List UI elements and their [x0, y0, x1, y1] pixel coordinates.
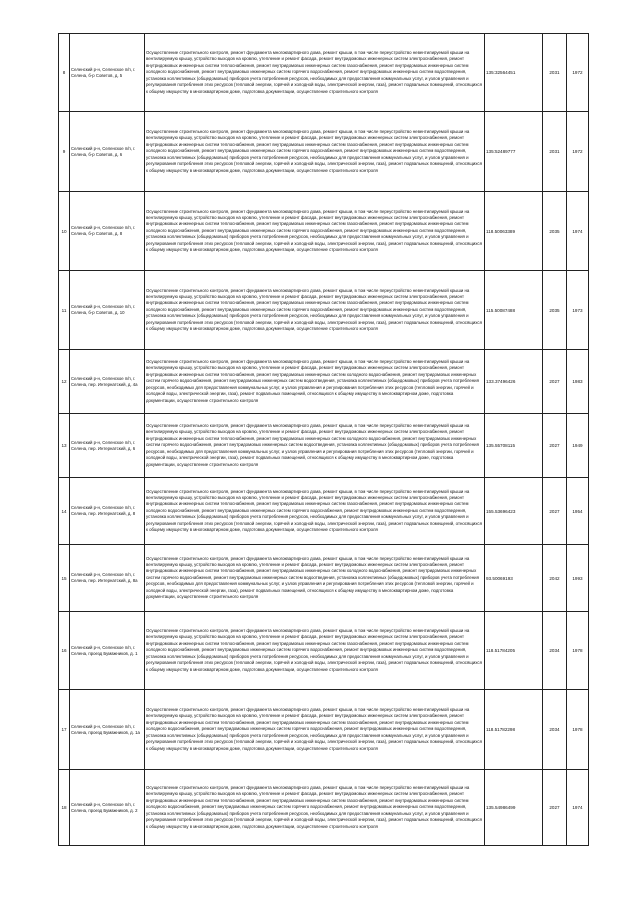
- cadastral-number-cell: 118.51784205: [485, 612, 543, 690]
- address-cell: Селенский р-н, Селенское п/п, г. Селена, проезд Бумажников, д. 2: [70, 770, 145, 846]
- table-row: [59, 34, 589, 112]
- row-number: 11: [59, 271, 70, 350]
- row-number: 14: [59, 478, 70, 545]
- planned-year-cell: 2034: [543, 690, 567, 770]
- cadastral-number-cell: 135.55708115: [485, 414, 543, 478]
- planned-year-cell: 2027: [543, 478, 567, 545]
- table-row: [59, 350, 589, 414]
- works-description-cell: Осуществление строительного контроля, ремонт фундамента многоквартирного дома, ремонт крыши, в том числе переустройство невентилируемой крыши на вентилируемую крышу, устройство выходов на кровлю, утепление и ремонт фасада, ремонт внутридомовых инженерных систем электроснабжения, ремонт внутридомовых инженерных систем теплоснабжения, ремонт внутридомовых инженерных систем холодного водоснабжения, ремонт внутридомовых инженерных систем горячего водоснабжения, ремонт внутридомовых инженерных систем водоотведения, установка коллективных (общедомовых) приборов учета потребления ресурсов, необходимых для предоставления коммунальных услуг, и узлов управления и регулирования потребления этих ресурсов (тепловой энергии, горячей и холодной воды, электрической энергии, газа), ремонт подвальных помещений, относящихся к общему имуществу в многоквартирном доме, подготовка документации, осуществление строительного контроля: [145, 350, 485, 414]
- planned-year-cell: 2034: [543, 612, 567, 690]
- address-cell: Селенский р-н, Селенское п/п, г. Селена, проезд Бумажников, д. 1: [70, 612, 145, 690]
- address-cell: Селенский р-н, Селенское п/п, г. Селена, проезд Бумажников, д. 1а: [70, 690, 145, 770]
- cadastral-number-cell: 118.50063389: [485, 192, 543, 271]
- cadastral-number-cell: 118.51782298: [485, 690, 543, 770]
- table-row: [59, 112, 589, 192]
- works-description-cell: Осуществление строительного контроля, ремонт фундамента многоквартирного дома, ремонт крыши, в том числе переустройство невентилируемой крыши на вентилируемую крышу, устройство выходов на кровлю, утепление и ремонт фасада, ремонт внутридомовых инженерных систем электроснабжения, ремонт внутридомовых инженерных систем теплоснабжения, ремонт внутридомовых инженерных систем газоснабжения, ремонт внутридомовых инженерных систем холодного водоснабжения, ремонт внутридомовых инженерных систем горячего водоснабжения, ремонт внутридомовых инженерных систем водоотведения, установка коллективных (общедомовых) приборов учета потребления ресурсов, необходимых для предоставления коммунальных услуг, и узлов управления и регулирования потребления этих ресурсов (тепловой энергии, горячей и холодной воды, электрической энергии, газа), ремонт подвальных помещений, относящихся к общему имуществу в многоквартирном доме, подготовка документации, осуществление строительного контроля: [145, 34, 485, 112]
- row-number: 15: [59, 545, 70, 612]
- works-description-cell: Осуществление строительного контроля, ремонт фундамента многоквартирного дома, ремонт крыши, в том числе переустройство невентилируемой крыши на вентилируемую крышу, устройство выходов на кровлю, утепление и ремонт фасада, ремонт внутридомовых инженерных систем электроснабжения, ремонт внутридомовых инженерных систем теплоснабжения, ремонт внутридомовых инженерных систем газоснабжения, ремонт внутридомовых инженерных систем холодного водоснабжения, ремонт внутридомовых инженерных систем горячего водоснабжения, ремонт внутридомовых инженерных систем водоотведения, установка коллективных (общедомовых) приборов учета потребления ресурсов, необходимых для предоставления коммунальных услуг, и узлов управления и регулирования потребления этих ресурсов (тепловой энергии, горячей и холодной воды, электрической энергии, газа), ремонт подвальных помещений, относящихся к общему имуществу в многоквартирном доме, подготовка документации, осуществление строительного контроля: [145, 271, 485, 350]
- table-row: [59, 690, 589, 770]
- planned-year-cell: 2027: [543, 350, 567, 414]
- build-year-cell: 1973: [567, 271, 589, 350]
- planned-year-cell: 2035: [543, 192, 567, 271]
- row-number: 13: [59, 414, 70, 478]
- table-row: [59, 192, 589, 271]
- address-cell: Селенский р-н, Селенское п/п, г. Селена, б-р Советов, д. 8: [70, 192, 145, 271]
- build-year-cell: 1983: [567, 350, 589, 414]
- row-number: 12: [59, 350, 70, 414]
- works-description-cell: Осуществление строительного контроля, ремонт фундамента многоквартирного дома, ремонт крыши, в том числе переустройство невентилируемой крыши на вентилируемую крышу, устройство выходов на кровлю, утепление и ремонт фасада, ремонт внутридомовых инженерных систем электроснабжения, ремонт внутридомовых инженерных систем теплоснабжения, ремонт внутридомовых инженерных систем газоснабжения, ремонт внутридомовых инженерных систем холодного водоснабжения, ремонт внутридомовых инженерных систем горячего водоснабжения, ремонт внутридомовых инженерных систем водоотведения, установка коллективных (общедомовых) приборов учета потребления ресурсов, необходимых для предоставления коммунальных услуг, и узлов управления и регулирования потребления этих ресурсов (тепловой энергии, горячей и холодной воды, электрической энергии, газа), ремонт подвальных помещений, относящихся к общему имуществу в многоквартирном доме, подготовка документации, осуществление строительного контроля: [145, 478, 485, 545]
- row-number: 10: [59, 192, 70, 271]
- table-row: [59, 271, 589, 350]
- table-row: [59, 545, 589, 612]
- cadastral-number-cell: 135.54986499: [485, 770, 543, 846]
- works-description-cell: Осуществление строительного контроля, ремонт фундамента многоквартирного дома, ремонт крыши, в том числе переустройство невентилируемой крыши на вентилируемую крышу, устройство выходов на кровлю, утепление и ремонт фасада, ремонт внутридомовых инженерных систем электроснабжения, ремонт внутридомовых инженерных систем теплоснабжения, ремонт внутридомовых инженерных систем газоснабжения, ремонт внутридомовых инженерных систем холодного водоснабжения, ремонт внутридомовых инженерных систем горячего водоснабжения, ремонт внутридомовых инженерных систем водоотведения, установка коллективных (общедомовых) приборов учета потребления ресурсов, необходимых для предоставления коммунальных услуг, и узлов управления и регулирования потребления этих ресурсов (тепловой энергии, горячей и холодной воды, электрической энергии, газа), ремонт подвальных помещений, относящихся к общему имуществу в многоквартирном доме, подготовка документации, осуществление строительного контроля: [145, 690, 485, 770]
- address-cell: Селенский р-н, Селенское п/п, г. Селена, пер. Интернатский, д. 6: [70, 414, 145, 478]
- cadastral-number-cell: 93.50069193: [485, 545, 543, 612]
- works-table: [58, 33, 589, 846]
- works-description-cell: Осуществление строительного контроля, ремонт фундамента многоквартирного дома, ремонт крыши, в том числе переустройство невентилируемой крыши на вентилируемую крышу, устройство выходов на кровлю, утепление и ремонт фасада, ремонт внутридомовых инженерных систем электроснабжения, ремонт внутридомовых инженерных систем теплоснабжения, ремонт внутридомовых инженерных систем холодного водоснабжения, ремонт внутридомовых инженерных систем горячего водоснабжения, ремонт внутридомовых инженерных систем водоотведения, установка коллективных (общедомовых) приборов учета потребления ресурсов, необходимых для предоставления коммунальных услуг, и узлов управления и регулирования потребления этих ресурсов (тепловой энергии, горячей и холодной воды, электрической энергии, газа), ремонт подвальных помещений, относящихся к общему имуществу в многоквартирном доме, подготовка документации, осуществление строительного контроля: [145, 414, 485, 478]
- build-year-cell: 1978: [567, 690, 589, 770]
- planned-year-cell: 2035: [543, 271, 567, 350]
- works-description-cell: Осуществление строительного контроля, ремонт фундамента многоквартирного дома, ремонт крыши, в том числе переустройство невентилируемой крыши на вентилируемую крышу, устройство выходов на кровлю, утепление и ремонт фасада, ремонт внутридомовых инженерных систем электроснабжения, ремонт внутридомовых инженерных систем теплоснабжения, ремонт внутридомовых инженерных систем газоснабжения, ремонт внутридомовых инженерных систем холодного водоснабжения, ремонт внутридомовых инженерных систем горячего водоснабжения, ремонт внутридомовых инженерных систем водоотведения, установка коллективных (общедомовых) приборов учета потребления ресурсов, необходимых для предоставления коммунальных услуг, и узлов управления и регулирования потребления этих ресурсов (тепловой энергии, горячей и холодной воды, электрической энергии, газа), ремонт подвальных помещений, относящихся к общему имуществу в многоквартирном доме, подготовка документации, осуществление строительного контроля: [145, 112, 485, 192]
- build-year-cell: 1978: [567, 612, 589, 690]
- row-number: 9: [59, 112, 70, 192]
- cadastral-number-cell: 155.53696423: [485, 478, 543, 545]
- address-cell: Селенский р-н, Селенское п/п, г. Селена, б-р Советов, д. 6: [70, 112, 145, 192]
- table-row: [59, 478, 589, 545]
- address-cell: Селенский р-н, Селенское п/п, г. Селена, пер. Интернатский, д. 8: [70, 478, 145, 545]
- works-table-body: [59, 34, 589, 846]
- planned-year-cell: 2031: [543, 112, 567, 192]
- planned-year-cell: 2027: [543, 414, 567, 478]
- address-cell: Селенский р-н, Селенское п/п, г. Селена, б-р Советов, д. 10: [70, 271, 145, 350]
- cadastral-number-cell: 135:32564451: [485, 34, 543, 112]
- row-number: 8: [59, 34, 70, 112]
- build-year-cell: 1954: [567, 478, 589, 545]
- address-cell: Селенский р-н, Селенское п/п, г. Селена, пер. Интернатский, д. 8а: [70, 545, 145, 612]
- planned-year-cell: 2031: [543, 34, 567, 112]
- row-number: 17: [59, 690, 70, 770]
- address-cell: Селенский р-н, Селенское п/п, г. Селена, б-р Советов, д. 5: [70, 34, 145, 112]
- build-year-cell: 1949: [567, 414, 589, 478]
- row-number: 16: [59, 612, 70, 690]
- works-description-cell: Осуществление строительного контроля, ремонт фундамента многоквартирного дома, ремонт крыши, в том числе переустройство невентилируемой крыши на вентилируемую крышу, устройство выходов на кровлю, утепление и ремонт фасада, ремонт внутридомовых инженерных систем электроснабжения, ремонт внутридомовых инженерных систем теплоснабжения, ремонт внутридомовых инженерных систем холодного водоснабжения, ремонт внутридомовых инженерных систем горячего водоснабжения, ремонт внутридомовых инженерных систем водоотведения, установка коллективных (общедомовых) приборов учета потребления ресурсов, необходимых для предоставления коммунальных услуг, и узлов управления и регулирования потребления этих ресурсов (тепловой энергии, горячей и холодной воды, электрической энергии, газа), ремонт подвальных помещений, относящихся к общему имуществу в многоквартирном доме, подготовка документации, осуществление строительного контроля: [145, 545, 485, 612]
- build-year-cell: 1972: [567, 112, 589, 192]
- cadastral-number-cell: 135:52489777: [485, 112, 543, 192]
- build-year-cell: 1974: [567, 770, 589, 846]
- works-description-cell: Осуществление строительного контроля, ремонт фундамента многоквартирного дома, ремонт крыши, в том числе переустройство невентилируемой крыши на вентилируемую крышу, устройство выходов на кровлю, утепление и ремонт фасада, ремонт внутридомовых инженерных систем электроснабжения, ремонт внутридомовых инженерных систем теплоснабжения, ремонт внутридомовых инженерных систем газоснабжения, ремонт внутридомовых инженерных систем холодного водоснабжения, ремонт внутридомовых инженерных систем горячего водоснабжения, ремонт внутридомовых инженерных систем водоотведения, установка коллективных (общедомовых) приборов учета потребления ресурсов, необходимых для предоставления коммунальных услуг, и узлов управления и регулирования потребления этих ресурсов (тепловой энергии, горячей и холодной воды, электрической энергии, газа), ремонт подвальных помещений, относящихся к общему имуществу в многоквартирном доме, подготовка документации, осуществление строительного контроля: [145, 612, 485, 690]
- build-year-cell: 1974: [567, 192, 589, 271]
- table-row: [59, 612, 589, 690]
- planned-year-cell: 2027: [543, 770, 567, 846]
- build-year-cell: 1993: [567, 545, 589, 612]
- row-number: 18: [59, 770, 70, 846]
- address-cell: Селенский р-н, Селенское п/п, г. Селена, пер. Интернатский, д. 4а: [70, 350, 145, 414]
- build-year-cell: 1972: [567, 34, 589, 112]
- works-description-cell: Осуществление строительного контроля, ремонт фундамента многоквартирного дома, ремонт крыши, в том числе переустройство невентилируемой крыши на вентилируемую крышу, устройство выходов на кровлю, утепление и ремонт фасада, ремонт внутридомовых инженерных систем электроснабжения, ремонт внутридомовых инженерных систем теплоснабжения, ремонт внутридомовых инженерных систем газоснабжения, ремонт внутридомовых инженерных систем холодного водоснабжения, ремонт внутридомовых инженерных систем горячего водоснабжения, ремонт внутридомовых инженерных систем водоотведения, установка коллективных (общедомовых) приборов учета потребления ресурсов, необходимых для предоставления коммунальных услуг, и узлов управления и регулирования потребления этих ресурсов (тепловой энергии, горячей и холодной воды, электрической энергии, газа), ремонт подвальных помещений, относящихся к общему имуществу в многоквартирном доме, подготовка документации, осуществление строительного контроля: [145, 770, 485, 846]
- table-row: [59, 414, 589, 478]
- cadastral-number-cell: 133.37496426: [485, 350, 543, 414]
- works-description-cell: Осуществление строительного контроля, ремонт фундамента многоквартирного дома, ремонт крыши, в том числе переустройство невентилируемой крыши на вентилируемую крышу, устройство выходов на кровлю, утепление и ремонт фасада, ремонт внутридомовых инженерных систем электроснабжения, ремонт внутридомовых инженерных систем теплоснабжения, ремонт внутридомовых инженерных систем газоснабжения, ремонт внутридомовых инженерных систем холодного водоснабжения, ремонт внутридомовых инженерных систем горячего водоснабжения, ремонт внутридомовых инженерных систем водоотведения, установка коллективных (общедомовых) приборов учета потребления ресурсов, необходимых для предоставления коммунальных услуг, и узлов управления и регулирования потребления этих ресурсов (тепловой энергии, горячей и холодной воды, электрической энергии, газа), ремонт подвальных помещений, относящихся к общему имуществу в многоквартирном доме, подготовка документации, осуществление строительного контроля: [145, 192, 485, 271]
- cadastral-number-cell: 115.50087488: [485, 271, 543, 350]
- planned-year-cell: 2042: [543, 545, 567, 612]
- table-row: [59, 770, 589, 846]
